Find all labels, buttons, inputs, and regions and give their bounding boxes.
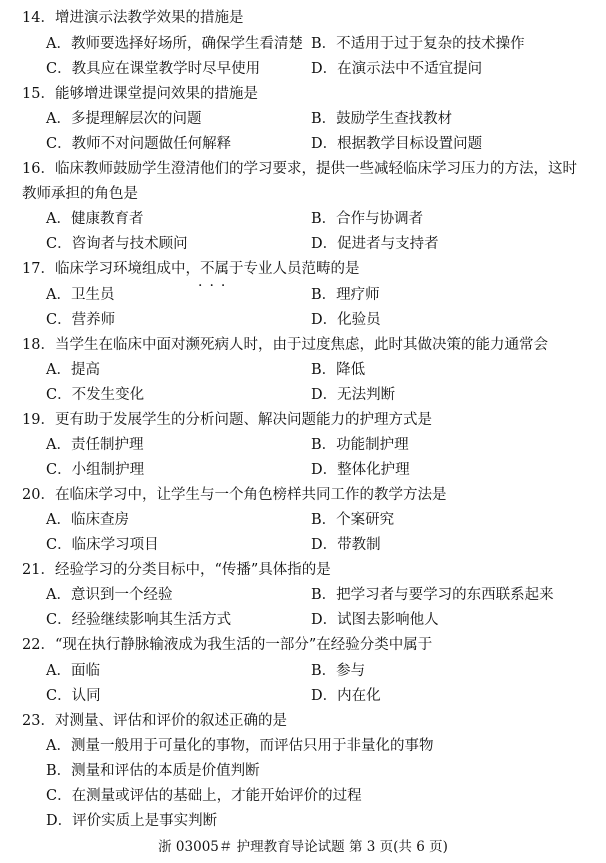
question-22-stem: 22．“现在执行静脉输液成为我生活的一部分”在经验分类中属于 — [22, 637, 433, 653]
question-17-option-a: A．卫生员 — [46, 287, 115, 303]
question-20-stem: 20．在临床学习中，让学生与一个角色榜样共同工作的教学方法是 — [22, 487, 447, 503]
question-19-option-c: C．小组制护理 — [46, 462, 145, 478]
question-19-option-a: A．责任制护理 — [46, 437, 144, 453]
question-17-stem: 17．临床学习环境组成中，不属于专业人员范畴的是 — [22, 261, 360, 277]
question-18-option-d: D．无法判断 — [311, 387, 396, 403]
question-14-option-c: C．教具应在课堂教学时尽早使用 — [46, 61, 261, 77]
question-19-option-b: B．功能制护理 — [311, 437, 409, 453]
question-16-option-c: C．咨询者与技术顾问 — [46, 236, 188, 252]
question-15-option-d: D．根据教学目标设置问题 — [311, 136, 483, 152]
question-23-option-c: C．在测量或评估的基础上，才能开始评价的过程 — [46, 788, 362, 804]
question-17-option-d: D．化验员 — [311, 312, 381, 328]
emphasis-dots: ··· — [198, 278, 233, 294]
question-20-option-a: A．临床查房 — [46, 512, 129, 528]
question-17-option-c: C．营养师 — [46, 312, 116, 328]
question-18-option-c: C．不发生变化 — [46, 387, 145, 403]
question-22-option-b: B．参与 — [311, 663, 366, 679]
question-18-option-a: A．提高 — [46, 362, 100, 378]
question-14-option-a: A．教师要选择好场所，确保学生看清楚 — [46, 36, 303, 52]
question-16-option-d: D．促进者与支持者 — [311, 236, 439, 252]
question-19-stem: 19．更有助于发展学生的分析问题、解决问题能力的护理方式是 — [22, 412, 432, 428]
question-23-stem: 23．对测量、评估和评价的叙述正确的是 — [22, 713, 287, 729]
page-footer: 浙 03005＃ 护理教育导论试题 第 3 页(共 6 页) — [158, 839, 448, 855]
question-23-option-d: D．评价实质上是事实判断 — [46, 813, 218, 829]
question-18-option-b: B．降低 — [311, 362, 366, 378]
question-15-stem: 15．能够增进课堂提问效果的措施是 — [22, 86, 258, 102]
question-17-option-b: B．理疗师 — [311, 287, 380, 303]
question-15-option-c: C．教师不对问题做任何解释 — [46, 136, 232, 152]
question-15-option-b: B．鼓励学生查找教材 — [311, 111, 453, 127]
question-16-stem: 16．临床教师鼓励学生澄清他们的学习要求，提供一些减轻临床学习压力的方法，这时教师承担的角色是 — [22, 161, 577, 202]
question-23-option-a: A．测量一般用于可量化的事物，而评估只用于非量化的事物 — [46, 738, 434, 754]
question-20-option-d: D．带教制 — [311, 537, 381, 553]
question-14-stem: 14．增进演示法教学效果的措施是 — [22, 10, 244, 26]
question-21-option-d: D．试图去影响他人 — [311, 612, 439, 628]
question-21-option-c: C．经验继续影响其生活方式 — [46, 612, 232, 628]
question-22-option-a: A．面临 — [46, 663, 100, 679]
question-21-option-a: A．意识到一个经验 — [46, 587, 173, 603]
question-20-option-c: C．临床学习项目 — [46, 537, 159, 553]
question-15-option-a: A．多提理解层次的问题 — [46, 111, 202, 127]
question-21-stem: 21．经验学习的分类目标中，“传播”具体指的是 — [22, 562, 331, 578]
question-22-option-d: D．内在化 — [311, 688, 381, 704]
question-21-option-b: B．把学习者与要学习的东西联系起来 — [311, 587, 554, 603]
question-22-option-c: C．认同 — [46, 688, 101, 704]
question-14-option-b: B．不适用于过于复杂的技术操作 — [311, 36, 525, 52]
question-16-option-a: A．健康教育者 — [46, 211, 144, 227]
question-16-option-b: B．合作与协调者 — [311, 211, 424, 227]
question-19-option-d: D．整体化护理 — [311, 462, 410, 478]
question-23-option-b: B．测量和评估的本质是价值判断 — [46, 763, 260, 779]
question-14-option-d: D．在演示法中不适宜提问 — [311, 61, 483, 77]
question-18-stem: 18．当学生在临床中面对濒死病人时，由于过度焦虑，此时其做决策的能力通常会 — [22, 337, 548, 353]
question-20-option-b: B．个案研究 — [311, 512, 395, 528]
